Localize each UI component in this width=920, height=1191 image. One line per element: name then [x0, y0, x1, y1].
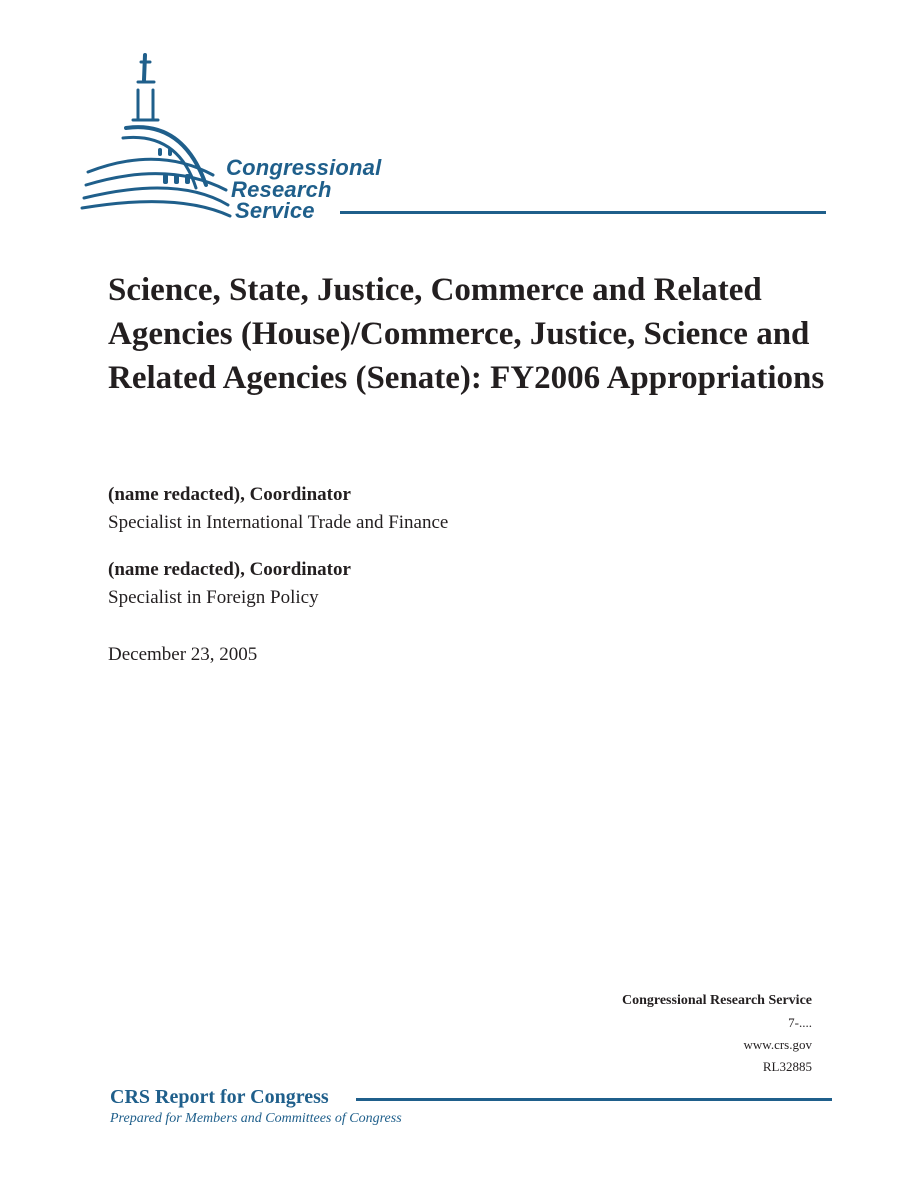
footer-title: CRS Report for Congress [110, 1086, 329, 1108]
author-block [108, 558, 351, 610]
crs-contact-block [622, 990, 812, 1078]
crs-phone: 7-.... [788, 1015, 812, 1030]
author-name: (name redacted), Coordinator [108, 484, 351, 505]
author-role: Specialist in Foreign Policy [108, 587, 319, 608]
author-name: (name redacted), Coordinator [108, 559, 351, 580]
report-title: Science, State, Justice, Commerce and Related Agencies (House)/Commerce, Justice, Science and Related Agencies (Senate): FY2006 Appropriations [108, 272, 825, 396]
footer-divider [356, 1098, 832, 1101]
report-date: December 23, 2005 [108, 644, 258, 665]
author-role: Specialist in International Trade and Finance [108, 512, 449, 533]
logo-line-service: Service [235, 198, 315, 223]
crs-org-name: Congressional Research Service [621, 993, 812, 1008]
crs-url: www.crs.gov [743, 1037, 812, 1052]
logo-divider [340, 211, 826, 214]
crs-report-id: RL32885 [762, 1059, 812, 1074]
author-block [108, 483, 448, 535]
logo-line-congressional: Congressional [226, 155, 382, 180]
footer-subtitle: Prepared for Members and Committees of Congress [110, 1111, 402, 1126]
logo-line-research: Research [231, 177, 332, 202]
